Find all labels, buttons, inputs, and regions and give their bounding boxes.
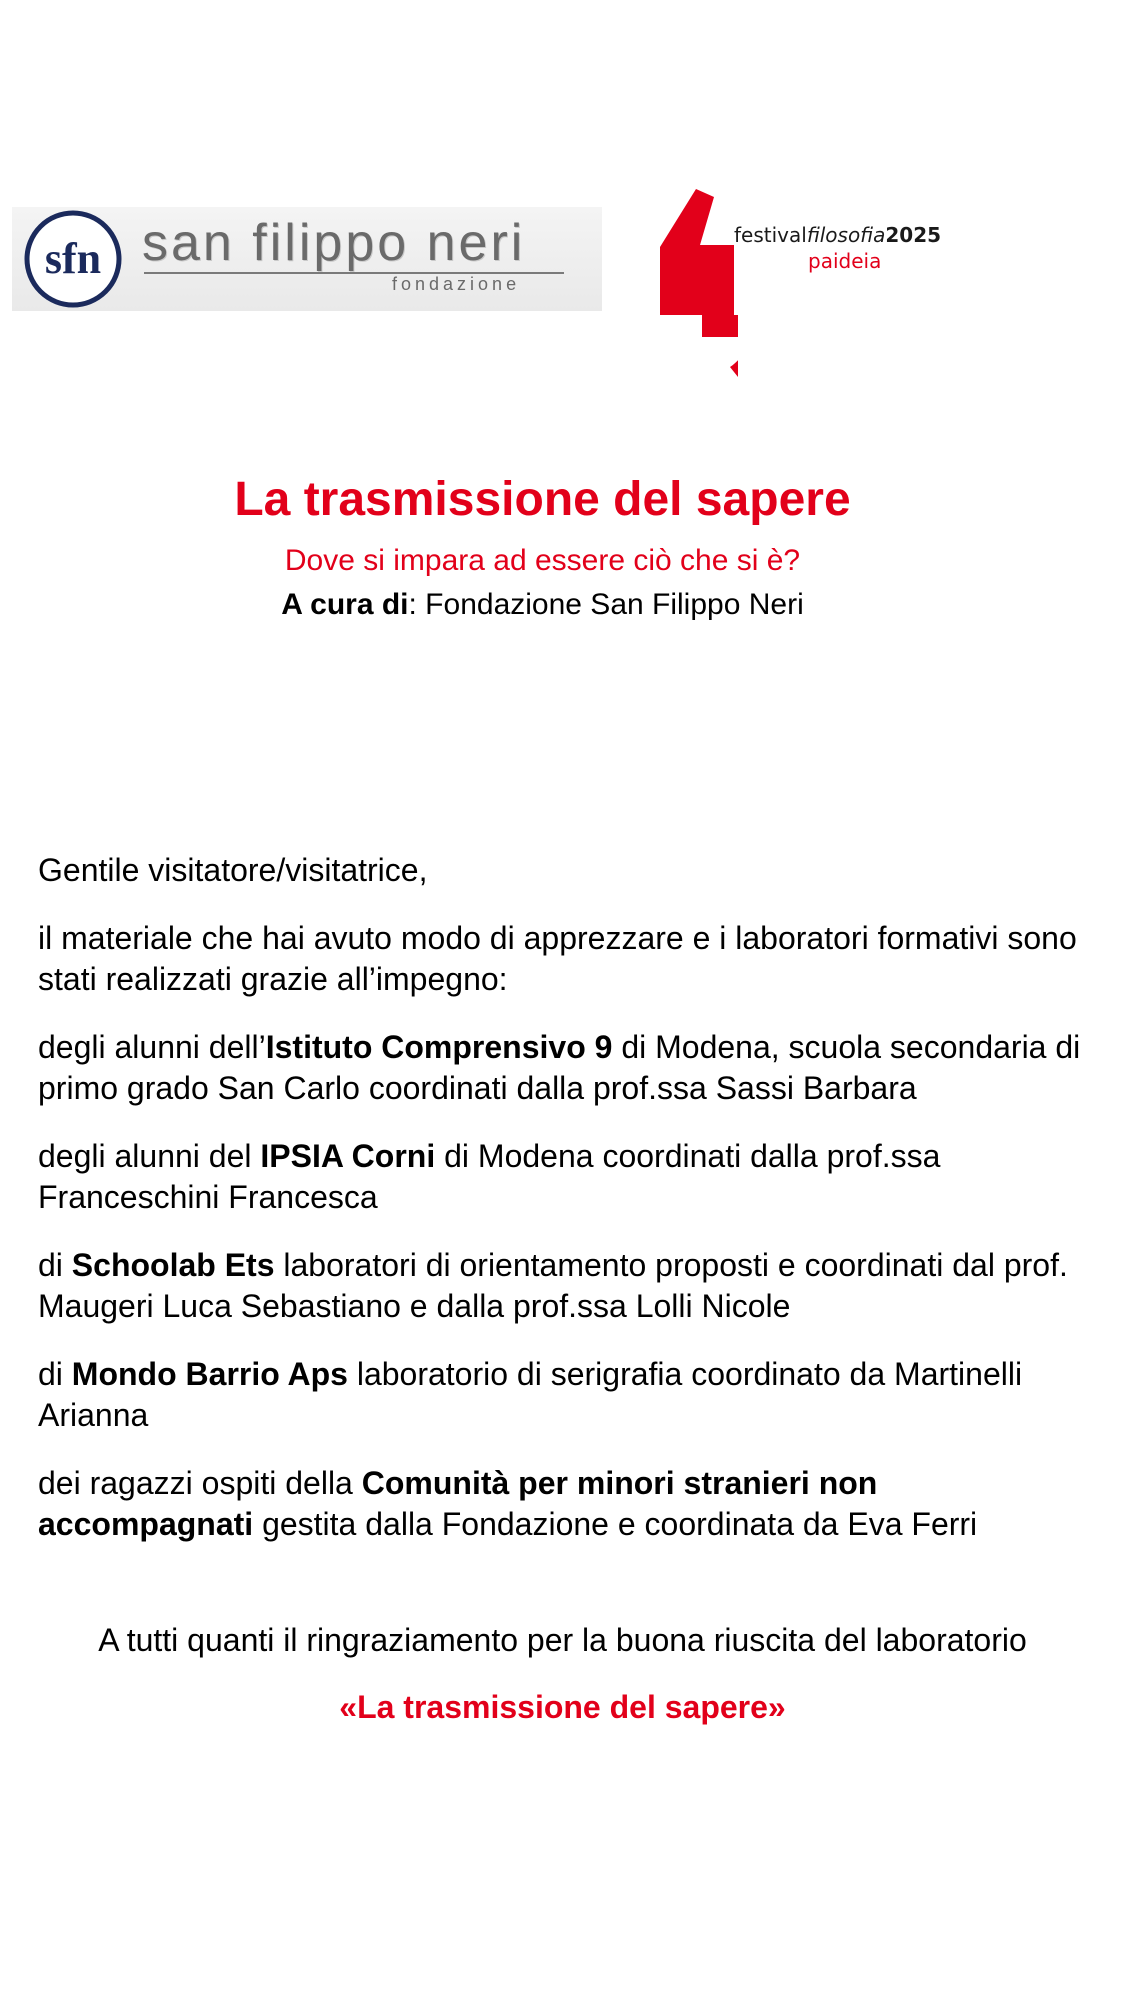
sfn-logo [12, 207, 602, 311]
page-title: La trasmissione del sapere [234, 473, 851, 526]
greeting: Gentile visitatore/visitatrice, [38, 852, 428, 888]
credit-text: di [38, 1356, 72, 1392]
festival-wordmark [734, 223, 941, 247]
credit-paragraph [38, 1354, 1098, 1436]
credit-org: Istituto Comprensivo 9 [265, 1029, 613, 1065]
credit-text: laboratori di orientamento proposti e coordinati dal prof. Maugeri Luca Sebastiano e dalla prof.ssa Lolli Nicole [38, 1247, 1068, 1324]
credit-text: gestita dalla Fondazione e coordinata da Eva Ferri [253, 1506, 978, 1542]
credit-org: IPSIA Corni [260, 1138, 436, 1174]
curated-by [0, 588, 1085, 622]
credit-paragraph [38, 1136, 1098, 1218]
festival-year: 2025 [885, 223, 942, 247]
comma-mark-icon [648, 187, 738, 385]
credit-text: di [38, 1247, 72, 1283]
credit-org: Schoolab Ets [71, 1247, 275, 1283]
letter-body [38, 850, 1098, 1572]
filosofia-word: filosofia [806, 223, 886, 247]
credit-org: Mondo Barrio Aps [71, 1356, 348, 1392]
festivalfilosofia-logo [648, 187, 978, 385]
festival-word: festival [734, 223, 807, 247]
festival-theme: paideia [808, 249, 882, 273]
credit-text: degli alunni del [38, 1138, 261, 1174]
credit-text: degli alunni dell’ [38, 1029, 266, 1065]
credit-org: Comunità per minori stranieri non accompagnati [38, 1465, 878, 1542]
sfn-monogram-text: sfn [44, 234, 102, 283]
credit-paragraph [38, 1463, 1098, 1545]
sfn-name: san filippo neri [142, 214, 526, 272]
sfn-subtitle: fondazione [392, 274, 521, 294]
credit-text: dei ragazzi ospiti della [38, 1465, 362, 1501]
sfn-monogram-icon [12, 207, 142, 311]
page-subtitle: Dove si impara ad essere ciò che si è? [284, 544, 801, 577]
closing-title: «La trasmissione del sapere» [339, 1689, 786, 1725]
credit-text: laboratorio di serigrafia coordinato da Martinelli Arianna [38, 1356, 1023, 1433]
credit-paragraph [38, 1245, 1098, 1327]
curated-value: : Fondazione San Filippo Neri [408, 588, 804, 621]
curated-label: A cura di [281, 588, 409, 621]
credit-text: di Modena, scuola secondaria di primo grado San Carlo coordinati dalla prof.ssa Sassi Barbara [38, 1029, 1081, 1106]
thanks-line: A tutti quanti il ringraziamento per la buona riuscita del laboratorio [98, 1622, 1027, 1658]
credit-text: di Modena coordinati dalla prof.ssa Franceschini Francesca [38, 1138, 941, 1215]
intro-paragraph: il materiale che hai avuto modo di apprezzare e i laboratori formativi sono stati realizzati grazie all’impegno: [38, 920, 1077, 997]
credit-paragraph [38, 1027, 1098, 1109]
